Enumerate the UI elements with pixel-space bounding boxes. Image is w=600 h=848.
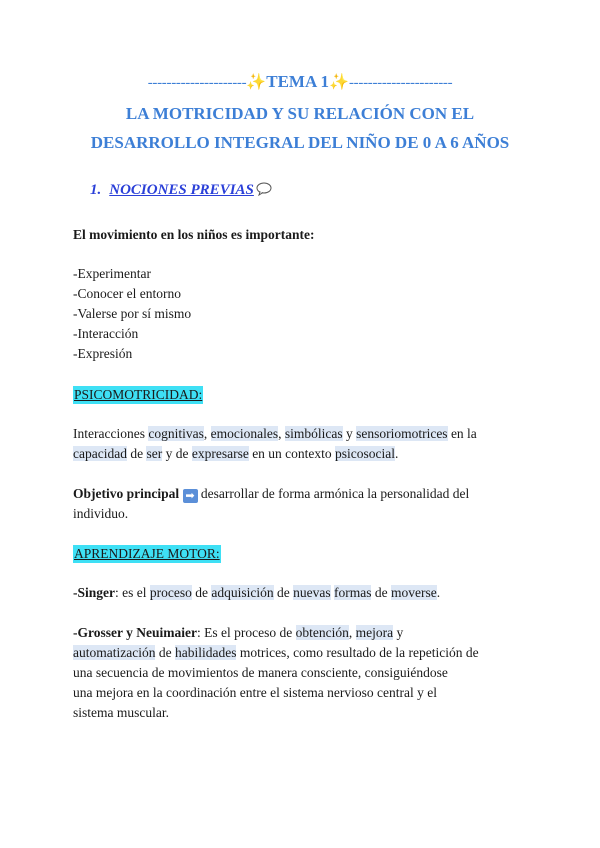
section-number: 1. bbox=[90, 182, 102, 198]
text: , bbox=[278, 426, 285, 441]
aprendizaje-motor-label: APRENDIZAJE MOTOR: bbox=[74, 546, 220, 561]
grosser-definition-line3: una secuencia de movimientos de manera consciente, consiguiéndose bbox=[73, 665, 448, 680]
text: de bbox=[126, 446, 147, 461]
highlight: nuevas bbox=[293, 585, 331, 600]
author-name: -Grosser y Neuimaier bbox=[73, 625, 197, 640]
movement-intro: El movimiento en los niños es importante: bbox=[73, 227, 315, 242]
text: , bbox=[203, 426, 211, 441]
highlight: expresarse bbox=[191, 446, 249, 461]
highlight: emocionales bbox=[210, 426, 279, 441]
list-item: -Valerse por sí mismo bbox=[73, 306, 192, 321]
objective-line2: individuo. bbox=[73, 506, 129, 521]
text: , bbox=[348, 625, 356, 640]
speech-bubble-icon bbox=[256, 182, 272, 201]
highlight: adquisición bbox=[211, 585, 274, 600]
author-name: -Singer bbox=[73, 585, 115, 600]
grosser-definition-line1 bbox=[73, 623, 403, 643]
psico-definition-line2 bbox=[73, 444, 398, 464]
objective-text: desarrollar de forma armónica la personalidad del bbox=[197, 486, 470, 501]
singer-definition bbox=[73, 583, 440, 603]
highlight: formas bbox=[333, 585, 372, 600]
highlight: cognitivas bbox=[148, 426, 204, 441]
text: motrices, como resultado de la repetición de bbox=[236, 645, 479, 660]
list-item: -Conocer el entorno bbox=[73, 286, 181, 301]
list-item: -Experimentar bbox=[73, 266, 151, 281]
objective-label: Objetivo principal bbox=[73, 486, 180, 501]
text: y bbox=[342, 426, 357, 441]
list-item: -Interacción bbox=[73, 326, 139, 341]
highlight: simbólicas bbox=[284, 426, 343, 441]
highlight: ser bbox=[146, 446, 163, 461]
dashes-left: --------------------- bbox=[147, 75, 247, 91]
page-title-line2: DESARROLLO INTEGRAL DEL NIÑO DE 0 A 6 AÑOS bbox=[90, 133, 510, 152]
highlight: mejora bbox=[355, 625, 394, 640]
section-heading-nociones bbox=[90, 182, 272, 201]
psico-definition-line1 bbox=[73, 424, 477, 444]
highlight: sensoriomotrices bbox=[356, 426, 448, 441]
highlight: habilidades bbox=[174, 645, 237, 660]
grosser-definition-line5: sistema muscular. bbox=[73, 705, 169, 720]
highlight: capacidad bbox=[73, 446, 127, 461]
page-title-line1: LA MOTRICIDAD Y SU RELACIÓN CON EL bbox=[125, 104, 475, 123]
text: y bbox=[393, 625, 404, 640]
list-item: -Expresión bbox=[73, 346, 133, 361]
right-arrow-icon: ➡ bbox=[183, 489, 198, 503]
sparkle-icon: ✨ bbox=[329, 74, 349, 91]
highlight: moverse bbox=[390, 585, 437, 600]
text: de bbox=[273, 585, 294, 600]
text: en un contexto bbox=[248, 446, 336, 461]
dashes-right: ---------------------- bbox=[348, 75, 453, 91]
highlight: automatización bbox=[73, 645, 156, 660]
highlight: psicosocial bbox=[335, 446, 396, 461]
highlight: proceso bbox=[149, 585, 192, 600]
text: de bbox=[191, 585, 212, 600]
tema-header bbox=[0, 72, 600, 92]
text: de bbox=[371, 585, 391, 600]
objective-line1 bbox=[73, 484, 469, 504]
grosser-definition-line2 bbox=[73, 643, 479, 663]
text: en la bbox=[447, 426, 477, 441]
text: . bbox=[395, 446, 399, 461]
text: : es el bbox=[115, 585, 150, 600]
text: y de bbox=[162, 446, 192, 461]
psicomotricidad-label: PSICOMOTRICIDAD: bbox=[74, 387, 203, 402]
sparkle-icon: ✨ bbox=[246, 74, 267, 91]
text: de bbox=[155, 645, 175, 660]
text: . bbox=[436, 585, 441, 600]
highlight: obtención bbox=[295, 625, 349, 640]
grosser-definition-line4: una mejora en la coordinación entre el sistema nervioso central y el bbox=[73, 685, 437, 700]
text: : Es el proceso de bbox=[196, 625, 296, 640]
tema-label: TEMA 1 bbox=[266, 72, 330, 91]
section-title: NOCIONES PREVIAS bbox=[109, 182, 254, 198]
text: Interacciones bbox=[73, 426, 149, 441]
